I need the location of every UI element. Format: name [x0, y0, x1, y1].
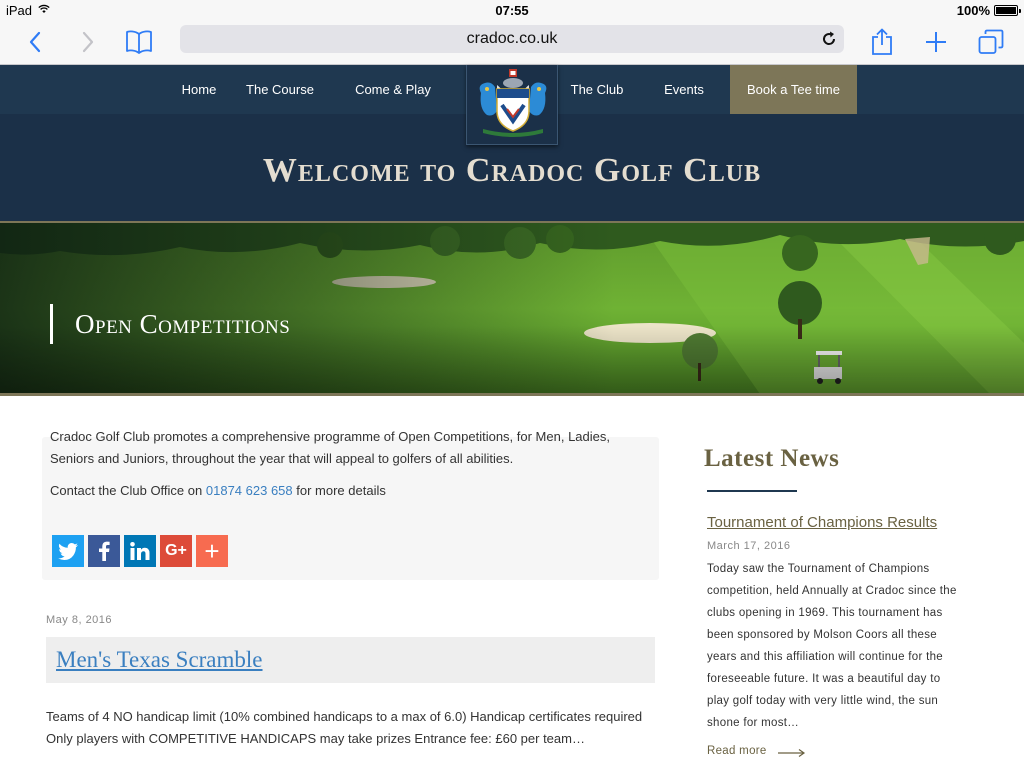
battery-icon	[994, 5, 1018, 16]
plus-icon: +	[204, 535, 220, 566]
contact-line	[50, 480, 650, 502]
clock: 07:55	[495, 3, 529, 18]
post-title-box	[46, 637, 655, 683]
facebook-share-button[interactable]	[88, 535, 120, 567]
url-text: cradoc.co.uk	[466, 30, 558, 47]
post-excerpt: Teams of 4 NO handicap limit (10% combined handicaps to a max of 6.0) Handicap certificates required Only players with COMPETITIVE HANDICAPS may take prizes Entrance fee: £60 per team…	[46, 709, 643, 746]
arrow-right-icon	[778, 748, 806, 758]
intro-paragraph: Cradoc Golf Club promotes a comprehensive programme of Open Competitions, for Men, Ladies, Seniors and Juniors, throughout the year that will appeal to golfers of all abilities.	[50, 429, 610, 466]
browser-toolbar	[0, 20, 1024, 65]
nav-home[interactable]: Home	[181, 82, 217, 97]
crest-emblem	[467, 65, 559, 145]
read-more-link[interactable]: Read more	[707, 745, 767, 757]
linkedin-icon	[130, 542, 150, 560]
share-icon[interactable]	[866, 26, 898, 58]
address-bar[interactable]	[180, 25, 844, 53]
banner-divider	[0, 393, 1024, 396]
linkedin-share-button[interactable]	[124, 535, 156, 567]
bookmarks-icon[interactable]	[123, 26, 155, 58]
new-tab-icon[interactable]	[920, 26, 952, 58]
reload-icon[interactable]	[820, 30, 838, 48]
phone-link[interactable]: 01874 623 658	[205, 483, 293, 498]
more-share-button[interactable]	[196, 535, 228, 567]
club-logo[interactable]	[466, 65, 558, 145]
book-tee-time-button[interactable]: Book a Tee time	[730, 65, 857, 114]
welcome-title: Welcome to Cradoc Golf Club	[262, 152, 762, 189]
contact-suffix: for more details	[296, 483, 386, 498]
twitter-icon	[58, 543, 78, 560]
post-title-link[interactable]: Men's Texas Scramble	[56, 647, 263, 672]
nav-the-club[interactable]: The Club	[570, 82, 624, 97]
latest-news-heading: Latest News	[704, 445, 840, 472]
forward-icon[interactable]	[72, 26, 104, 58]
facebook-icon	[98, 541, 110, 561]
twitter-share-button[interactable]	[52, 535, 84, 567]
nav-events[interactable]: Events	[664, 82, 704, 97]
nav-the-course[interactable]: The Course	[246, 82, 314, 97]
news-title-link[interactable]: Tournament of Champions Results	[707, 514, 938, 531]
device-name: iPad	[6, 3, 33, 18]
news-body: Today saw the Tournament of Champions competition, held Annually at Cradoc since the clubs opening in 1969. This tournament has been sponsored by Molson Coors all these years and this affiliation will continue for the foreseeable future. It was a beautiful day to play golf today with very little wind, the sun shone for most…	[707, 563, 957, 729]
news-heading-underline	[707, 490, 797, 492]
contact-prefix: Contact the Club Office on	[50, 483, 203, 498]
google-plus-share-button[interactable]	[160, 535, 192, 567]
nav-come-and-play[interactable]: Come & Play	[355, 82, 431, 97]
google-plus-icon: G+	[165, 542, 187, 559]
battery-percent: 100%	[956, 3, 990, 18]
banner-title: Open Competitions	[50, 304, 290, 344]
status-bar	[0, 0, 1024, 20]
back-icon[interactable]	[19, 26, 51, 58]
post-date: May 8, 2016	[46, 614, 113, 626]
news-date: March 17, 2016	[707, 540, 791, 552]
tabs-icon[interactable]	[975, 26, 1007, 58]
